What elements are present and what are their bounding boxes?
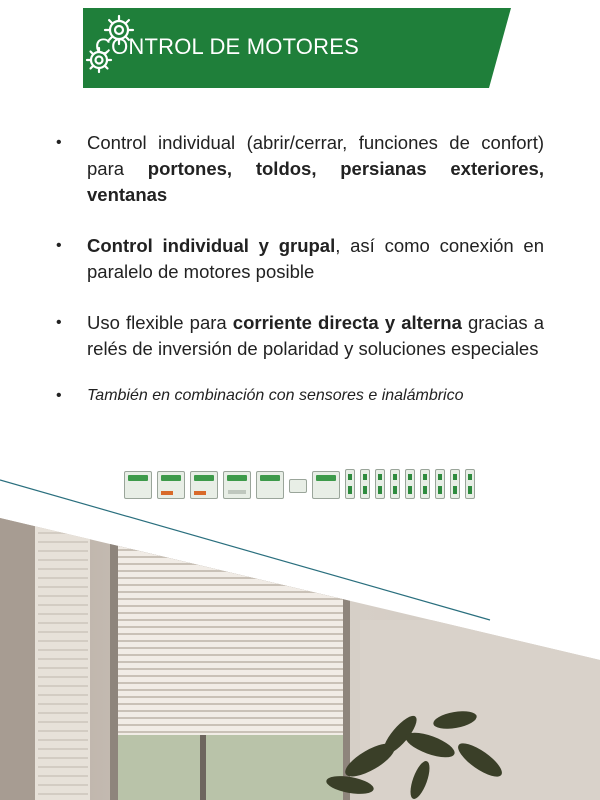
blind-slat <box>38 514 88 516</box>
module-device <box>190 471 218 499</box>
blind-slat <box>38 721 88 723</box>
blind-slat <box>118 633 343 635</box>
din-rail-device <box>465 469 475 499</box>
din-rail-device <box>405 469 415 499</box>
product-row <box>124 467 475 499</box>
blind-slat <box>38 766 88 768</box>
din-rail-device <box>390 469 400 499</box>
din-rail-device <box>420 469 430 499</box>
blind-slat <box>118 717 343 719</box>
blind-slat <box>118 577 343 579</box>
blind-slat <box>118 675 343 677</box>
blind-slat <box>118 668 343 670</box>
blind-slat <box>38 676 88 678</box>
blind-slat <box>38 739 88 741</box>
blind-slat <box>38 541 88 543</box>
blind-slat <box>118 605 343 607</box>
blind-slat <box>118 619 343 621</box>
blind-slat <box>38 667 88 669</box>
blind-slat <box>118 710 343 712</box>
blind-slat <box>38 550 88 552</box>
blind-slat <box>118 682 343 684</box>
blind-slat <box>38 640 88 642</box>
blind-slat <box>118 661 343 663</box>
din-rail-device <box>345 469 355 499</box>
blind-slat <box>38 703 88 705</box>
blind-slat <box>38 694 88 696</box>
blind-slat <box>38 658 88 660</box>
blind-slat <box>38 586 88 588</box>
blind-slat <box>38 532 88 534</box>
blind-slat <box>118 654 343 656</box>
page-title: CONTROL DE MOTORES <box>95 34 359 59</box>
bullet-dot: • <box>56 237 62 254</box>
bullet-dot: • <box>56 314 62 331</box>
blind-slat <box>118 731 343 733</box>
blind-slat <box>38 631 88 633</box>
blind-slat <box>118 549 343 551</box>
bullet-dot: • <box>56 134 62 151</box>
blind-slat <box>118 542 343 544</box>
blind-slat <box>118 626 343 628</box>
blind-slat <box>38 793 88 795</box>
blind-slat <box>118 598 343 600</box>
blind-slat <box>38 568 88 570</box>
blind-slat <box>118 703 343 705</box>
bullet-dot: • <box>56 387 62 404</box>
gear-icon-small <box>87 48 111 72</box>
din-rail-device <box>435 469 445 499</box>
blind-slat <box>38 757 88 759</box>
blind-slat <box>118 584 343 586</box>
blind-slat <box>118 724 343 726</box>
bullet-item: • También en combinación con sensores e inalámbrico <box>56 385 544 407</box>
blind-slat <box>38 748 88 750</box>
bullet-item: • Uso flexible para corriente directa y alterna gracias a relés de inversión de polaridad y soluciones especiales <box>56 312 544 359</box>
blind-slat <box>38 604 88 606</box>
blind-slat <box>118 689 343 691</box>
bullet-item: • Control individual (abrir/cerrar, funciones de confort) para portones, toldos, persianas exteriores, ventanas <box>56 132 544 205</box>
blind-slat <box>118 528 343 530</box>
blind-slat <box>118 647 343 649</box>
module-device <box>289 479 307 493</box>
blind-slat <box>118 570 343 572</box>
blind-slat <box>118 591 343 593</box>
din-rail-device <box>450 469 460 499</box>
blind-slat <box>38 784 88 786</box>
blind-slat <box>118 696 343 698</box>
blind-slat <box>38 595 88 597</box>
gears-icon <box>83 8 141 78</box>
blind-slat <box>38 505 88 507</box>
title-banner <box>83 8 511 88</box>
module-device <box>256 471 284 499</box>
blind-slat <box>118 612 343 614</box>
blind-slat <box>38 559 88 561</box>
module-device <box>223 471 251 499</box>
bullet-item: • Control individual y grupal, así como conexión en paralelo de motores posible <box>56 235 545 282</box>
blind-slat <box>38 730 88 732</box>
feature-list <box>56 130 544 432</box>
din-rail-device <box>375 469 385 499</box>
blind-slat <box>38 775 88 777</box>
blind-slat <box>118 640 343 642</box>
blind-slat <box>38 649 88 651</box>
module-device <box>312 471 340 499</box>
blind-slat <box>118 563 343 565</box>
blind-slat <box>38 613 88 615</box>
module-device <box>124 471 152 499</box>
gear-icon-large <box>105 16 133 44</box>
blind-slat <box>118 556 343 558</box>
din-rail-device <box>360 469 370 499</box>
blind-slat <box>38 712 88 714</box>
blind-slat <box>38 622 88 624</box>
blind-slat <box>118 535 343 537</box>
module-device <box>157 471 185 499</box>
blind-slat <box>38 523 88 525</box>
blind-slat <box>38 685 88 687</box>
blind-slat <box>38 577 88 579</box>
